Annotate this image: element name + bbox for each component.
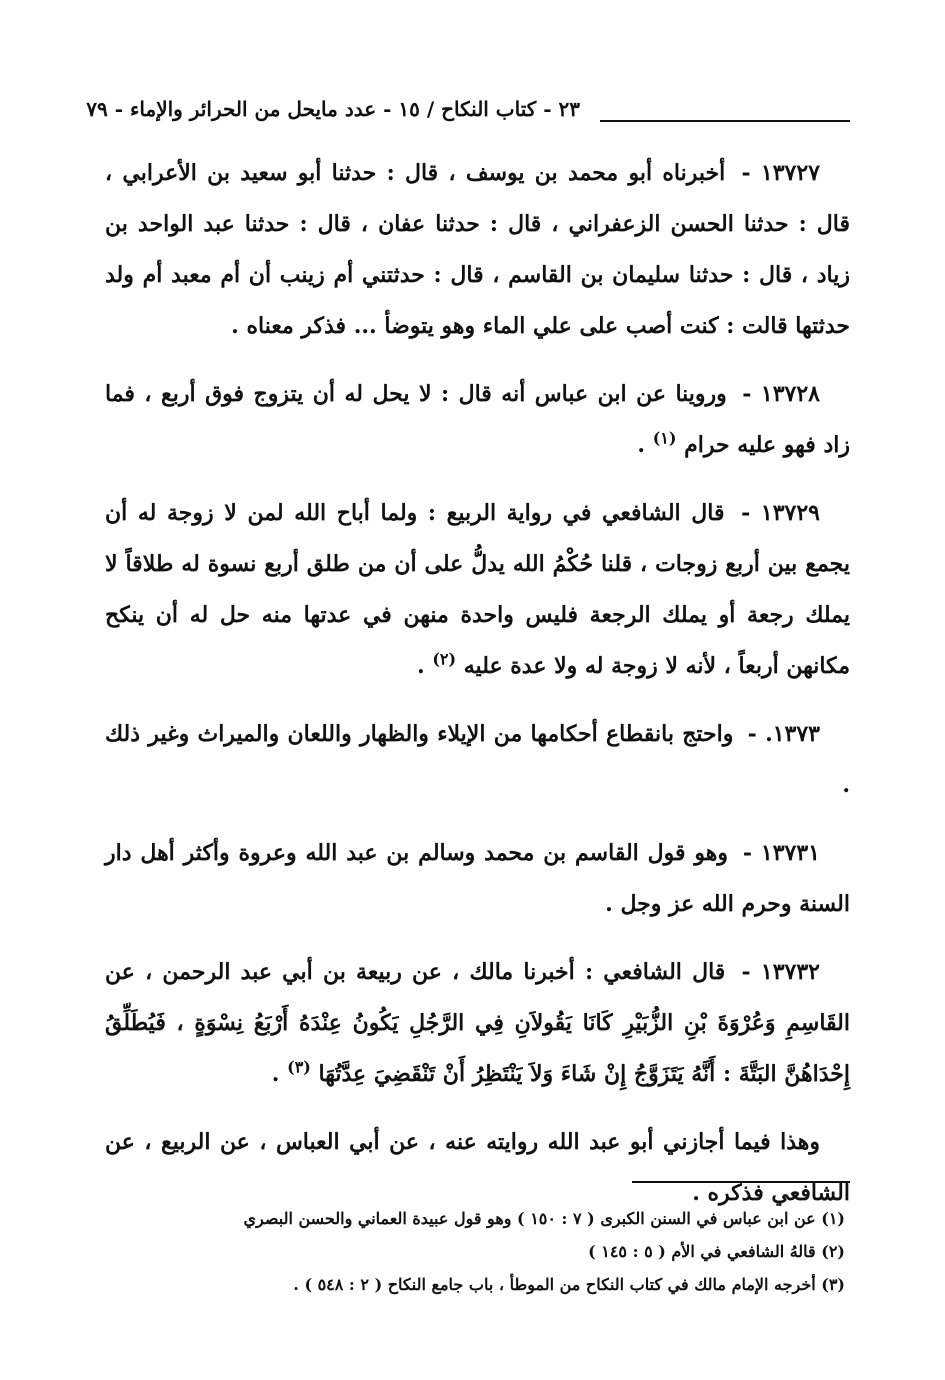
footnote-1: (١) عن ابن عباس في السنن الكبرى ( ٧ : ١٥٠ ) وهو قول عبيدة العماني والحسن البصري xyxy=(243,1209,845,1228)
paragraph-text: أخبرناه أبو محمد بن يوسف ، قال : حدثنا أبو سعيد بن الأعرابي ، قال : حدثنا الحسن الزعفراني ، قال : حدثنا عفان ، قال : حدثنا عبد الواحد بن زياد ، قال : حدثنا سليمان بن القاسم ، قال : حدثتني أم زينب أن أم معبد أم ولد حدثتها قالت : كنت أصب على علي الماء وهو يتوضأ ... فذكر معناه . xyxy=(105,160,850,339)
hadith-number: ١٣٧٣١ - xyxy=(742,840,820,866)
paragraph-text: وروينا عن ابن عباس أنه قال : لا يحل له أن يتزوج فوق أربع ، فما زاد فهو عليه حرام xyxy=(105,381,850,458)
paragraph-text: وهذا فيما أجازني أبو عبد الله روايته عنه ، عن أبي العباس ، عن الربيع ، عن الشافعي فذكره . xyxy=(105,1129,850,1206)
footnotes xyxy=(100,1202,845,1301)
hadith-number: ١٣٧٣. - xyxy=(747,721,820,747)
footnote-ref[interactable]: (١) xyxy=(652,428,677,448)
paragraph-tail: . xyxy=(271,1061,288,1087)
hadith-number: ١٣٧٢٨ - xyxy=(742,381,820,407)
footnote-3: (٣) أخرجه الإمام مالك في كتاب النكاح من الموطأ ، باب جامع النكاح ( ٢ : ٥٤٨ ) . xyxy=(293,1275,845,1294)
running-header xyxy=(86,95,850,135)
paragraph-tail: . xyxy=(637,432,653,458)
paragraph-13732 xyxy=(105,947,850,1100)
header-text: ٢٣ - كتاب النكاح / ١٥ - عدد مايحل من الحرائر والإماء - ٧٩ xyxy=(86,97,580,121)
hadith-number: ١٣٧٢٩ - xyxy=(741,500,820,526)
hadith-number: ١٣٧٢٧ - xyxy=(741,160,820,186)
paragraph-text: قال الشافعي في رواية الربيع : ولما أباح الله لمن لا زوجة له أن يجمع بين أربع زوجات ، قلنا حُكْمُ الله يدلُّ على أن من طلق أربع نسوة له طلاقاً لا يملك رجعة أو يملك الرجعة فليس واحدة منهن في عدتها منه حل له أن ينكح مكانهن أربعاً ، لأنه لا زوجة له ولا عدة عليه xyxy=(105,500,850,679)
paragraph-text: واحتج بانقطاع أحكامها من الإيلاء والظهار واللعان والميراث وغير ذلك . xyxy=(105,721,850,798)
paragraph-13730 xyxy=(105,709,850,811)
paragraph-13728 xyxy=(105,369,850,471)
footnote-rule xyxy=(632,1181,850,1183)
paragraph-tail: . xyxy=(417,653,433,679)
footnote-ref[interactable]: (٢) xyxy=(432,649,457,669)
header-rule xyxy=(600,120,850,122)
main-text xyxy=(105,148,850,1236)
paragraph-13729 xyxy=(105,488,850,692)
footnote-ref[interactable]: (٣) xyxy=(287,1057,311,1077)
footnote-2: (٢) قالهُ الشافعي في الأم ( ٥ : ١٤٥ ) xyxy=(588,1242,845,1261)
paragraph-13731 xyxy=(105,828,850,930)
paragraph-text: وهو قول القاسم بن محمد وسالم بن عبد الله وعروة وأكثر أهل دار السنة وحرم الله عز وجل . xyxy=(105,840,850,917)
paragraph-text: قال الشافعي : أخبرنا مالك ، عن ربيعة بن أبي عبد الرحمن ، عن القَاسِمِ وَعُرْوَةَ بْنِ الزُّبَيْرِ كَانَا يَقُولاَنِ فِي الرَّجُلِ يَكُونُ عِنْدَهُ أَرْبَعُ نِسْوَةٍ ، فَيُطَلِّقُ إِحْدَاهُنَّ البَتَّةَ : أَنَّهُ يَتَزَوَّجُ إِنْ شَاءَ وَلاَ يَنْتَظِرُ أَنْ تَنْقَضِيَ عِدَّتُهَا xyxy=(105,959,850,1087)
hadith-number: ١٣٧٣٢ - xyxy=(741,959,820,985)
paragraph-13727 xyxy=(105,148,850,352)
